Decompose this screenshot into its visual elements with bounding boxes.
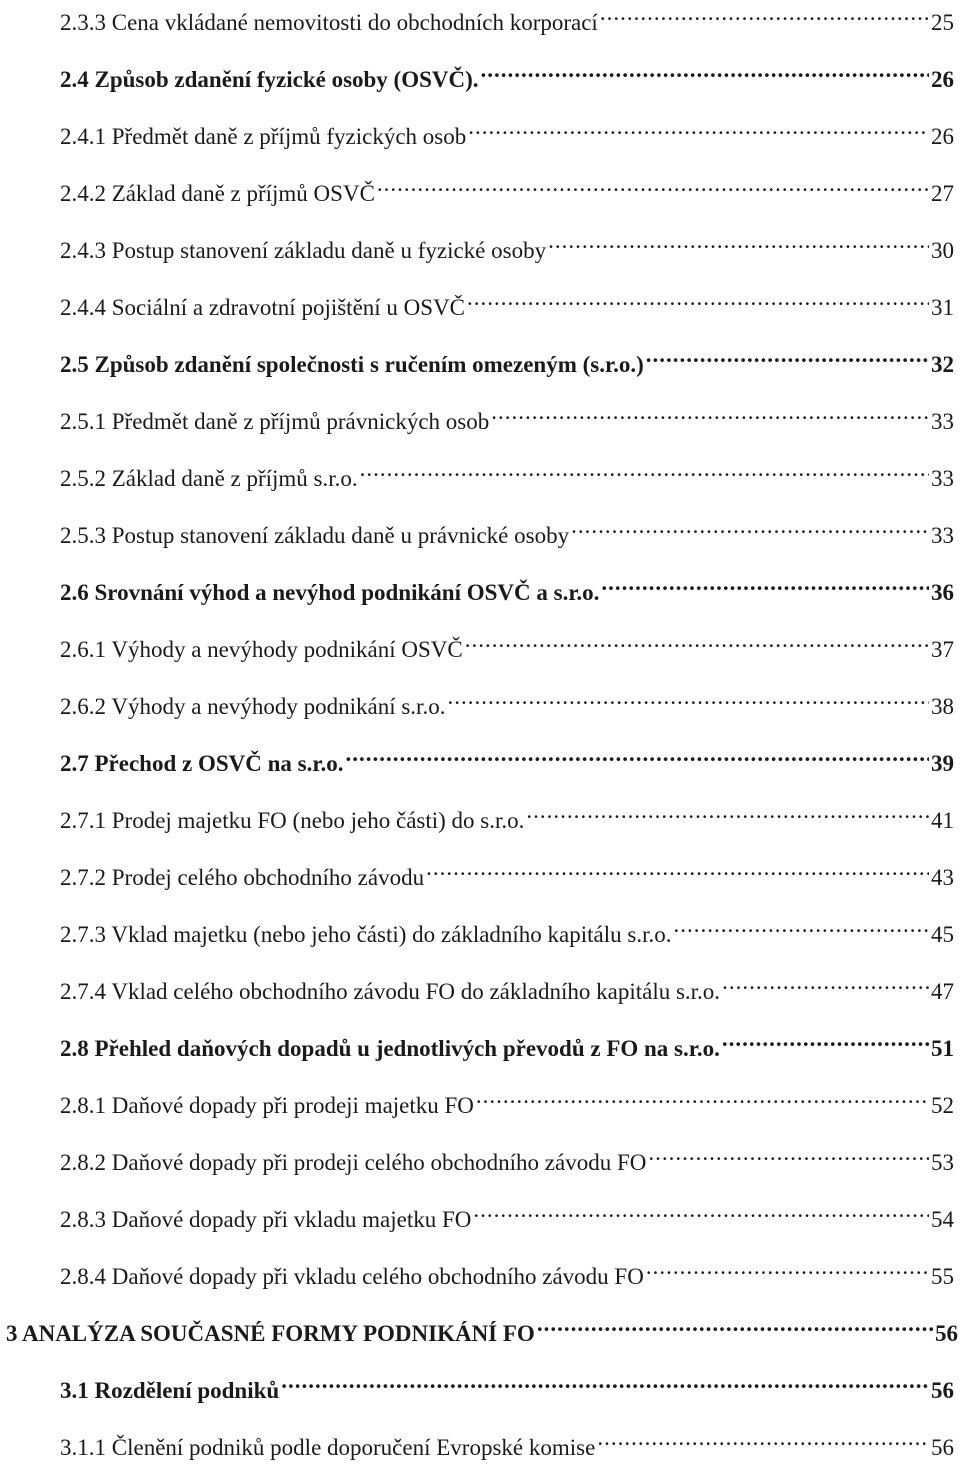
- toc-entry-page: 52: [931, 1093, 954, 1118]
- toc-entry-page: 26: [931, 124, 954, 149]
- toc-entry: [0, 509, 954, 548]
- toc-entry-title: 2.6.1 Výhody a nevýhody podnikání OSVČ: [60, 637, 463, 662]
- toc-leader-dots: [648, 1136, 929, 1170]
- toc-entry: [0, 395, 954, 434]
- toc-entry-title: 2.7.2 Prodej celého obchodního závodu: [60, 865, 425, 890]
- toc-entry: [0, 281, 954, 320]
- toc-entry-title: 3.1.1 Členění podniků podle doporučení Evropské komise: [60, 1435, 596, 1460]
- toc-leader-dots: [526, 794, 929, 828]
- toc-entry: [0, 338, 954, 377]
- toc-entry-title: 3 ANALÝZA SOUČASNÉ FORMY PODNIKÁNÍ FO: [6, 1321, 535, 1346]
- toc-leader-dots: [481, 53, 929, 87]
- toc-entry: [0, 737, 954, 776]
- toc-entry-page: 30: [931, 238, 954, 263]
- toc-entry-title: 2.6 Srovnání výhod a nevýhod podnikání OSVČ a s.r.o.: [60, 580, 600, 605]
- toc-leader-dots: [345, 737, 929, 771]
- toc-leader-dots: [281, 1364, 929, 1398]
- toc-entry-page: 56: [935, 1321, 958, 1346]
- toc-leader-dots: [548, 224, 929, 258]
- toc-leader-dots: [426, 851, 929, 885]
- toc-entry-title: 2.4.3 Postup stanovení základu daně u fyzické osoby: [60, 238, 547, 263]
- toc-entry-title: 2.8.2 Daňové dopady při prodeji celého obchodního závodu FO: [60, 1150, 647, 1175]
- toc-entry: [0, 0, 954, 35]
- toc-entry: [0, 224, 954, 263]
- toc-leader-dots: [473, 1193, 929, 1227]
- toc-entry-page: 45: [931, 922, 954, 947]
- toc-entry: [0, 566, 954, 605]
- toc-entry-title: 2.7 Přechod z OSVČ na s.r.o.: [60, 751, 344, 776]
- toc-entry-title: 2.6.2 Výhody a nevýhody podnikání s.r.o.: [60, 694, 446, 719]
- toc-entry-page: 33: [931, 409, 954, 434]
- toc-entry: [0, 452, 954, 491]
- toc-entry-page: 56: [931, 1435, 954, 1460]
- toc-entry-page: 33: [931, 523, 954, 548]
- toc-entry-page: 37: [931, 637, 954, 662]
- toc-leader-dots: [600, 0, 929, 30]
- toc-entry-page: 25: [931, 10, 954, 35]
- toc-entry-title: 2.8 Přehled daňových dopadů u jednotlivých převodů z FO na s.r.o.: [60, 1036, 720, 1061]
- toc-entry: [0, 623, 954, 662]
- toc-entry: [0, 851, 954, 890]
- toc-leader-dots: [468, 110, 929, 144]
- toc-leader-dots: [674, 908, 930, 942]
- toc-entry: [0, 1307, 958, 1346]
- toc-leader-dots: [491, 395, 929, 429]
- toc-entry-title: 2.7.1 Prodej majetku FO (nebo jeho části) do s.r.o.: [60, 808, 525, 833]
- toc-entry: [0, 1022, 954, 1061]
- toc-entry-page: 33: [931, 466, 954, 491]
- toc-entry-title: 2.5 Způsob zdanění společnosti s ručením omezeným (s.r.o.): [60, 352, 644, 377]
- toc-entry-page: 31: [931, 295, 954, 320]
- toc-entry-page: 56: [931, 1378, 954, 1403]
- toc-entry-title: 2.4.1 Předmět daně z příjmů fyzických osob: [60, 124, 467, 149]
- toc-entry: [0, 53, 954, 92]
- toc-entry-title: 2.4.2 Základ daně z příjmů OSVČ: [60, 181, 375, 206]
- toc-leader-dots: [447, 680, 929, 714]
- toc-leader-dots: [476, 1079, 929, 1113]
- toc-entry-page: 32: [931, 352, 954, 377]
- toc-entry-title: 2.3.3 Cena vkládané nemovitosti do obchodních korporací: [60, 10, 598, 35]
- toc-entry: [0, 1364, 954, 1403]
- toc-entry: [0, 794, 954, 833]
- toc-leader-dots: [465, 623, 929, 657]
- toc-entry-title: 2.7.3 Vklad majetku (nebo jeho části) do základního kapitálu s.r.o.: [60, 922, 672, 947]
- toc-entry: [0, 1421, 954, 1460]
- toc-entry: [0, 167, 954, 206]
- toc-entry-page: 27: [931, 181, 954, 206]
- toc-entry-title: 2.8.3 Daňové dopady při vkladu majetku FO: [60, 1207, 472, 1232]
- toc-entry-title: 2.5.1 Předmět daně z příjmů právnických osob: [60, 409, 490, 434]
- toc-entry-title: 2.8.1 Daňové dopady při prodeji majetku FO: [60, 1093, 474, 1118]
- toc-entry-page: 55: [931, 1264, 954, 1289]
- toc-entry-page: 51: [931, 1036, 954, 1061]
- toc-leader-dots: [537, 1307, 933, 1341]
- toc-entry-title: 2.8.4 Daňové dopady při vkladu celého obchodního závodu FO: [60, 1264, 644, 1289]
- toc-entry-page: 38: [931, 694, 954, 719]
- toc-entry-title: 2.5.3 Postup stanovení základu daně u právnické osoby: [60, 523, 570, 548]
- toc-entry-page: 36: [931, 580, 954, 605]
- toc-entry-page: 39: [931, 751, 954, 776]
- toc-entry-page: 47: [931, 979, 954, 1004]
- toc-leader-dots: [467, 281, 929, 315]
- toc-entry: [0, 908, 954, 947]
- toc-entry: [0, 1079, 954, 1118]
- toc-leader-dots: [646, 338, 929, 372]
- toc-entry-title: 2.4.4 Sociální a zdravotní pojištění u OSVČ: [60, 295, 466, 320]
- toc-leader-dots: [597, 1421, 929, 1455]
- toc-entry: [0, 680, 954, 719]
- toc-entry: [0, 1136, 954, 1175]
- toc-leader-dots: [722, 1022, 929, 1056]
- toc-leader-dots: [377, 167, 929, 201]
- toc-leader-dots: [646, 1250, 929, 1284]
- toc-entry-page: 26: [931, 67, 954, 92]
- toc-entry-title: 2.4 Způsob zdanění fyzické osoby (OSVČ).: [60, 67, 479, 92]
- toc-entry: [0, 965, 954, 1004]
- toc-entry-page: 41: [931, 808, 954, 833]
- toc-entry-title: 2.7.4 Vklad celého obchodního závodu FO do základního kapitálu s.r.o.: [60, 979, 721, 1004]
- toc-leader-dots: [571, 509, 929, 543]
- toc-leader-dots: [722, 965, 929, 999]
- toc-leader-dots: [601, 566, 929, 600]
- toc-entry: [0, 1193, 954, 1232]
- toc-entry-title: 3.1 Rozdělení podniků: [60, 1378, 280, 1403]
- toc-entry-page: 53: [931, 1150, 954, 1175]
- toc-entry-page: 43: [931, 865, 954, 890]
- toc-entry: [0, 110, 954, 149]
- toc-leader-dots: [360, 452, 929, 486]
- toc-entry: [0, 1250, 954, 1289]
- toc-entry-page: 54: [931, 1207, 954, 1232]
- toc-entry-title: 2.5.2 Základ daně z příjmů s.r.o.: [60, 466, 358, 491]
